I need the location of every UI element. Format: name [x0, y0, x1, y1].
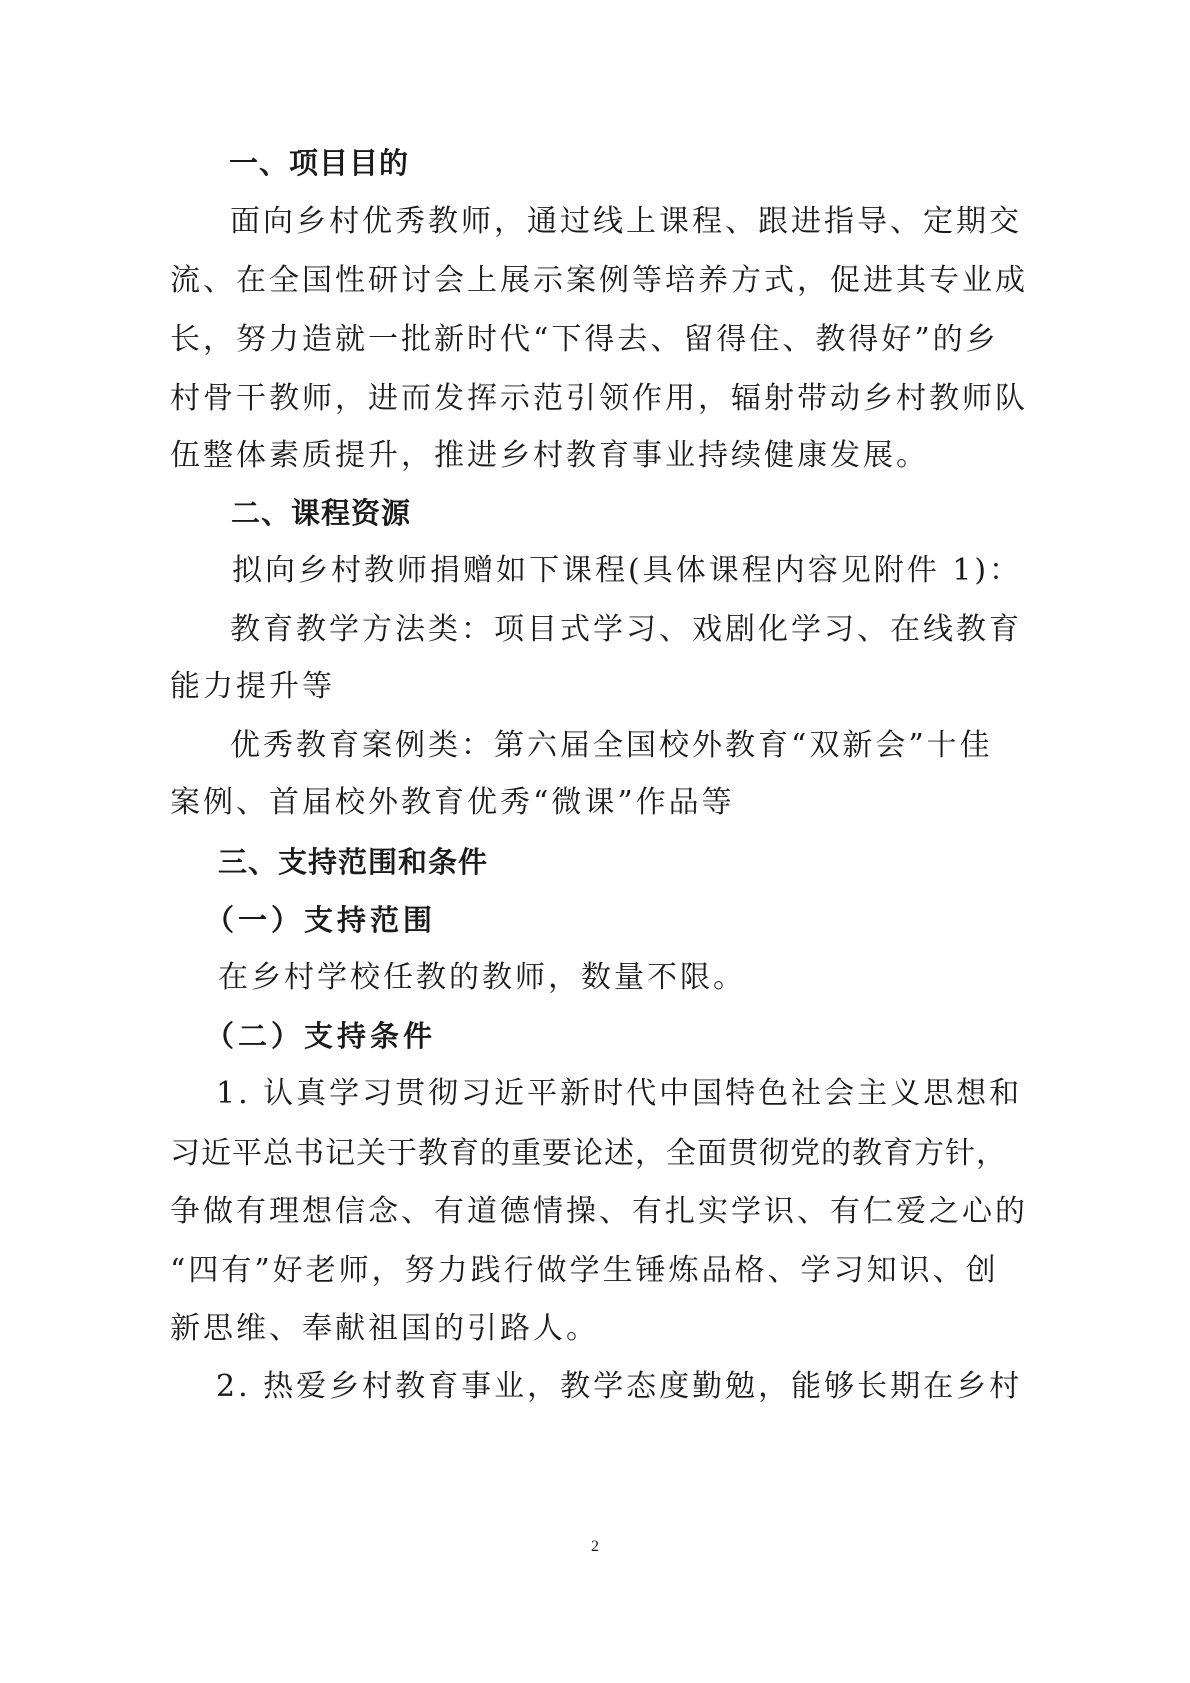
page-number: 2	[591, 1538, 599, 1555]
paragraph-line: 拟向乡村教师捐赠如下课程(具体课程内容见附件 1)：	[232, 553, 1023, 588]
paragraph-line: 在乡村学校任教的教师，数量不限。	[218, 960, 746, 995]
paragraph-line: 争做有理想信念、有道德情操、有扎实学识、有仁爱之心的	[170, 1194, 1028, 1229]
paragraph-line: “四有”好老师，努力践行做学生锤炼品格、学习知识、创	[170, 1253, 999, 1288]
paragraph-line: 教育教学方法类：项目式学习、戏剧化学习、在线教育	[230, 612, 1022, 647]
paragraph-line: 优秀教育案例类：第六届全国校外教育“双新会”十佳	[230, 728, 993, 763]
paragraph-line: 流、在全国性研讨会上展示案例等培养方式，促进其专业成	[170, 263, 1028, 298]
subsection-heading-1: （一）支持范围	[205, 903, 437, 937]
paragraph-line: 长，努力造就一批新时代“下得去、留得住、教得好”的乡	[170, 322, 999, 357]
section-heading-1: 一、项目目的	[229, 146, 410, 180]
paragraph-line: 1. 认真学习贯彻习近平新时代中国特色社会主义思想和	[216, 1076, 1023, 1111]
paragraph-line: 新思维、奉献祖国的引路人。	[170, 1311, 599, 1346]
subsection-heading-2: （二）支持条件	[205, 1019, 437, 1053]
paragraph-line: 习近平总书记关于教育的重要论述，全面贯彻党的教育方针，	[170, 1136, 1007, 1171]
paragraph-line: 2. 热爱乡村教育事业，教学态度勤勉，能够长期在乡村	[216, 1369, 1023, 1404]
paragraph-line: 面向乡村优秀教师，通过线上课程、跟进指导、定期交	[230, 204, 1022, 239]
paragraph-line: 伍整体素质提升，推进乡村教育事业持续健康发展。	[170, 438, 929, 473]
section-heading-2: 二、课程资源	[231, 496, 412, 530]
paragraph-line: 村骨干教师，进而发挥示范引领作用，辐射带动乡村教师队	[170, 381, 1028, 416]
paragraph-line: 案例、首届校外教育优秀“微课”作品等	[170, 785, 735, 820]
section-heading-3: 三、支持范围和条件	[218, 845, 489, 879]
paragraph-line: 能力提升等	[170, 669, 335, 704]
